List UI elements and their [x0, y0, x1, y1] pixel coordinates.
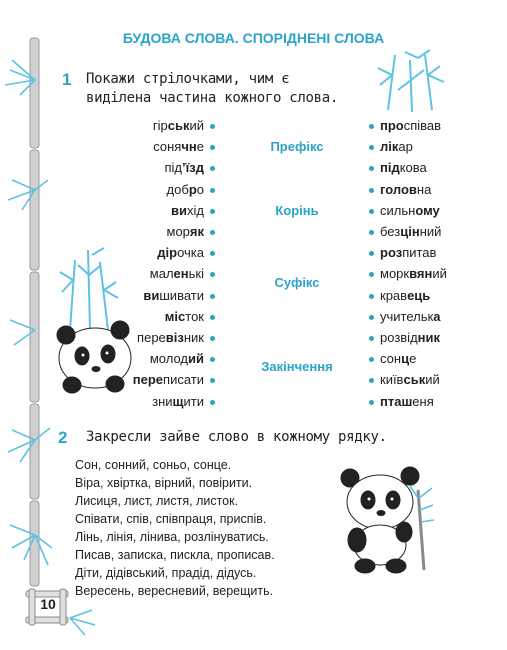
connector-dot[interactable] [369, 315, 374, 320]
word-highlight: ви [171, 202, 188, 218]
category-root: Корінь [275, 203, 319, 218]
word-plain-end: ий [432, 266, 447, 282]
word-highlight: ц [401, 351, 410, 367]
left-word-9 [143, 288, 215, 303]
connector-dot[interactable] [210, 209, 215, 214]
word-highlight: щ [172, 393, 184, 409]
category-suffix: Суфікс [274, 275, 320, 290]
right-word-1 [369, 118, 441, 133]
connector-dot[interactable] [369, 294, 374, 299]
connector-dot[interactable] [210, 272, 215, 277]
word-plain-start: гір [152, 118, 168, 133]
word-plain-end: е [196, 139, 204, 155]
word-plain-end: ник [183, 330, 204, 345]
word-plain-start: крав [380, 287, 408, 303]
word-plain-end: ий [189, 118, 204, 133]
word-plain-start: київ [380, 372, 404, 388]
category-prefix: Префікс [270, 139, 324, 154]
panda-right [341, 467, 419, 573]
word-highlight: ник [417, 330, 441, 345]
word-plain-start: молод [149, 351, 189, 367]
word-highlight: ому [415, 202, 440, 218]
word-plain-end: ток [185, 308, 204, 324]
task-1-number: 1 [62, 70, 72, 89]
left-word-11 [137, 330, 215, 345]
word-plain-start: доб [166, 181, 189, 197]
word-highlight: дір [157, 245, 178, 261]
word-plain-start: розвід [380, 330, 418, 345]
connector-dot[interactable] [369, 378, 374, 383]
right-word-14 [369, 394, 434, 409]
connector-dot[interactable] [210, 251, 215, 256]
word-plain-start: учительк [380, 308, 434, 324]
left-word-14 [152, 394, 215, 409]
connector-dot[interactable] [369, 230, 374, 235]
left-word-5 [171, 203, 215, 218]
word-highlight: ець [407, 287, 431, 303]
word-highlight: цін [400, 224, 420, 239]
word-plain-end: ий [425, 372, 440, 388]
connector-dot[interactable] [369, 336, 374, 341]
left-word-10 [165, 309, 215, 324]
word-highlight: голов [380, 181, 417, 197]
page-number: 10 [40, 596, 56, 612]
connector-dot[interactable] [369, 166, 374, 171]
word-plain-start: соня [153, 139, 182, 155]
word-highlight: ’їзд [182, 160, 204, 176]
connector-dot[interactable] [369, 188, 374, 193]
right-word-4 [369, 182, 431, 197]
left-word-7 [157, 245, 215, 260]
right-word-10 [369, 309, 440, 324]
left-word-4 [167, 182, 215, 197]
word-plain-start: зни [152, 393, 173, 409]
word-plain-end: очка [177, 245, 204, 261]
word-plain-start: сильн [380, 202, 416, 218]
connector-dot[interactable] [369, 400, 374, 405]
panda-left [57, 321, 131, 393]
word-plain-end: ний [419, 224, 442, 239]
word-plain-end: на [416, 181, 432, 197]
word-plain-end: ити [183, 393, 204, 409]
word-plain-end: кова [399, 160, 427, 176]
word-highlight: лік [380, 139, 399, 155]
word-row: Вересень, вересневий, верещить. [75, 584, 274, 598]
word-plain-end: ькі [188, 266, 204, 282]
word-plain-start: мал [149, 266, 174, 282]
right-word-13 [369, 372, 440, 387]
right-word-2 [369, 139, 413, 154]
left-word-1 [153, 118, 215, 133]
word-highlight: ви [143, 287, 160, 303]
right-word-12 [369, 351, 416, 366]
word-plain-start: без [380, 224, 401, 239]
word-plain-start: мор [166, 224, 190, 239]
word-row: Лінь, лінія, лінива, розлінуватись. [75, 530, 269, 544]
task-2-number: 2 [58, 428, 68, 447]
word-plain-end: писати [163, 372, 204, 388]
word-plain-end: хід [187, 202, 204, 218]
right-word-11 [369, 330, 440, 345]
word-highlight: пере [132, 372, 164, 388]
left-word-3 [165, 160, 216, 175]
word-highlight: а [433, 308, 441, 324]
word-plain-start: морк [380, 266, 410, 282]
connector-dot[interactable] [210, 230, 215, 235]
connector-dot[interactable] [210, 336, 215, 341]
right-word-7 [369, 245, 436, 260]
left-word-2 [153, 139, 215, 154]
word-highlight: р [188, 181, 197, 197]
word-row: Сон, сонний, соньо, сонце. [75, 458, 232, 472]
connector-dot[interactable] [369, 251, 374, 256]
connector-dot[interactable] [210, 315, 215, 320]
right-word-9 [369, 288, 430, 303]
left-word-12 [150, 351, 215, 366]
connector-dot[interactable] [369, 124, 374, 129]
left-word-13 [133, 372, 215, 387]
right-word-8 [369, 266, 447, 281]
task-1-instruction-line-1: Покажи стрілочками, чим є [86, 71, 290, 87]
right-word-3 [369, 160, 427, 175]
word-row: Лисиця, лист, листя, листок. [75, 494, 239, 508]
word-row: Співати, спів, співпраця, приспів. [75, 512, 267, 526]
word-highlight: вян [409, 266, 433, 282]
category-ending: Закінчення [261, 359, 333, 374]
connector-dot[interactable] [210, 378, 215, 383]
word-plain-end: шивати [159, 287, 204, 303]
word-plain-end: е [409, 351, 417, 367]
right-word-6 [369, 224, 441, 239]
connector-dot[interactable] [210, 145, 215, 150]
connector-dot[interactable] [210, 294, 215, 299]
word-highlight: міс [164, 308, 186, 324]
word-highlight: пташ [380, 393, 413, 409]
connector-dot[interactable] [369, 357, 374, 362]
word-highlight: як [189, 224, 204, 239]
word-highlight: ськ [403, 372, 426, 388]
left-word-6 [167, 224, 216, 239]
connector-dot[interactable] [369, 145, 374, 150]
connector-dot[interactable] [210, 400, 215, 405]
word-plain-start: сон [380, 351, 402, 367]
page-title: БУДОВА СЛОВА. СПОРІДНЕНІ СЛОВА [122, 30, 385, 46]
connector-dot[interactable] [210, 166, 215, 171]
word-row: Писав, записка, писклa, прописав. [75, 548, 275, 562]
word-row: Діти, дідівський, прадід, дідусь. [75, 566, 257, 580]
word-plain-end: співав [403, 118, 442, 133]
word-highlight: чн [181, 139, 197, 155]
word-highlight: ськ [167, 118, 190, 133]
word-highlight: роз [380, 245, 403, 261]
connector-dot[interactable] [369, 209, 374, 214]
word-row: Віра, хвіртка, вірний, повірити. [75, 476, 253, 490]
connector-dot[interactable] [210, 188, 215, 193]
word-highlight: віз [165, 330, 184, 345]
word-highlight: про [380, 118, 404, 133]
connector-dot[interactable] [210, 124, 215, 129]
task-1-instruction-line-2: виділена частина кожного слова. [86, 90, 338, 106]
connector-dot[interactable] [210, 357, 215, 362]
left-word-8 [150, 266, 215, 281]
connector-dot[interactable] [369, 272, 374, 277]
right-word-5 [369, 203, 440, 218]
word-highlight: під [380, 160, 400, 176]
word-highlight: ий [188, 351, 204, 367]
word-plain-end: еня [412, 393, 434, 409]
word-plain-start: пере [137, 330, 166, 345]
task-2-rows [75, 456, 275, 600]
word-highlight: ен [173, 266, 189, 282]
word-plain-end: ар [398, 139, 413, 155]
task-2-instruction: Закресли зайве слово в кожному рядку. [86, 429, 387, 445]
word-plain-end: о [196, 181, 204, 197]
word-plain-end: питав [402, 245, 437, 261]
word-plain-start: під [164, 160, 183, 176]
